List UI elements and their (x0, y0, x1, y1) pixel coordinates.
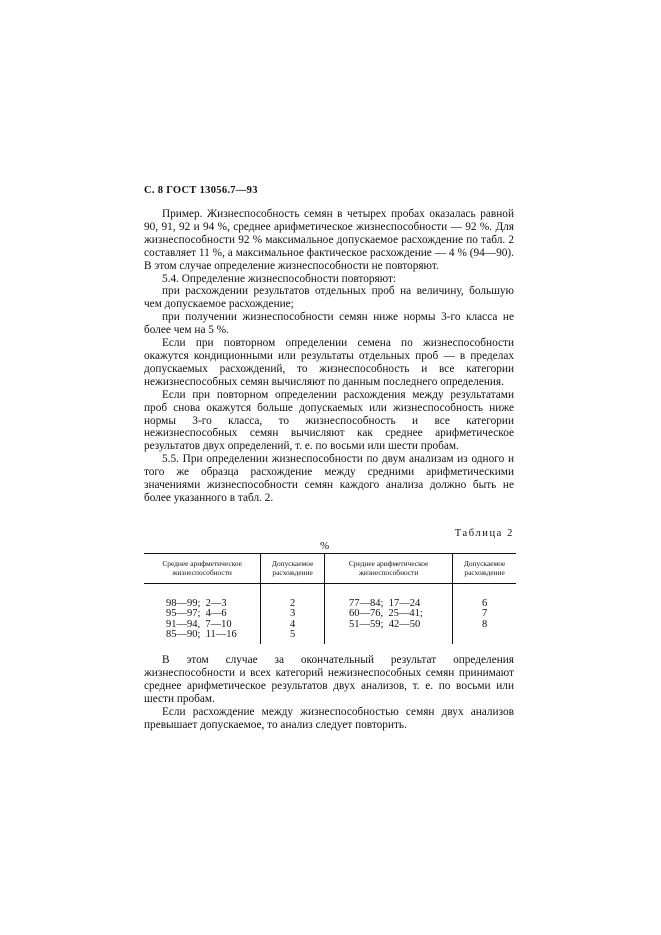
page-header: С. 8 ГОСТ 13056.7—93 (144, 185, 258, 196)
table-header-cell: Среднее арифметическое жизнеспособности (144, 554, 261, 584)
table-value: 4 (290, 618, 296, 630)
paragraph-repeat-ok: Если при повторном определении семена по жизнеспособности окажутся кондиционными или результаты отдельных проб — в пределах допускаемых расхождений, то жизнеспособность и все категории нежизнеспособных семян вычисляют по данным последнего определения. (144, 337, 514, 388)
table-header-cell: Среднее арифметическое жизнеспособности (325, 554, 453, 584)
table-value: 91—94, 7—10 (166, 618, 232, 630)
paragraph-example: Пример. Жизнеспособность семян в четырех пробах оказалась равной 90, 91, 92 и 94 %, среднее арифметическое жизнеспособности — 92 %. Для жизнеспособности 92 % максимальное допускаемое расхождение по табл. 2 составляет 11 %, а максимальное фактическое расхождение — 4 % (94—90). В этом случае определение жизнеспособности не повторяют. (144, 208, 514, 272)
table-value: 98—99; 2—3 (166, 598, 227, 609)
table-2 (144, 553, 516, 644)
table-header-cell: Допускаемое расхождение (453, 554, 516, 584)
paragraph-5-4: 5.4. Определение жизнеспособности повторяют: (162, 272, 397, 285)
table-value: 60—76, 25—41; (349, 608, 423, 620)
paragraph-repeat-fail: Если при повторном определении расхождения между результатами проб снова окажутся больше допускаемых или жизнеспособность ниже нормы 3-го класса, то жизнеспособность и все категории нежизнеспособных семян вычисляют как среднее арифметическое результатов двух определений, т. е. по восьми или шести пробам. (144, 388, 514, 453)
table-value: 2 (290, 598, 296, 609)
table-cell-col3 (325, 584, 453, 644)
table-caption: Таблица 2 (454, 528, 514, 539)
table-cell-col4 (453, 584, 516, 644)
table-value: 51—59; 42—50 (349, 618, 421, 630)
table-cell-col2 (261, 584, 325, 644)
table-value: 77—84; 17—24 (349, 598, 421, 609)
paragraph-condition-1: при расхождении результатов отдельных проб на величину, большую чем допускаемое расхождение; (144, 285, 514, 311)
table-header-cell: Допускаемое расхождение (261, 554, 325, 584)
table-unit: % (320, 540, 330, 552)
after-table-text (144, 654, 514, 731)
table-value: 5 (290, 629, 296, 641)
table-cell-col1 (144, 584, 261, 644)
table-value: 95—97; 4—6 (166, 608, 227, 620)
body-text (144, 208, 514, 505)
table-row (144, 584, 516, 644)
paragraph-repeat-analysis: Если расхождение между жизнеспособностью семян двух анализов превышает допускаемое, то анализ следует повторить. (144, 705, 514, 731)
table-value: 8 (481, 618, 488, 630)
paragraph-final-result: В этом случае за окончательный результат определения жизнеспособности и всех категорий нежизнеспособных семян принимают среднее арифметическое результатов двух анализов, т. е. по восьми или шести пробам. (144, 654, 514, 705)
table-value: 6 (481, 598, 488, 609)
table-value: 85—90; 11—16 (166, 629, 237, 641)
table-value: 7 (481, 608, 488, 620)
paragraph-5-5: 5.5. При определении жизнеспособности по двум анализам из одного и того же образца расхождение между средними арифметическими значениями жизнеспособности семян каждого анализа должно быть не более указанного в табл. 2. (144, 453, 514, 504)
paragraph-condition-2: при получении жизнеспособности семян ниже нормы 3-го класса не более чем на 5 %. (144, 311, 514, 337)
table-value: 3 (290, 608, 296, 620)
